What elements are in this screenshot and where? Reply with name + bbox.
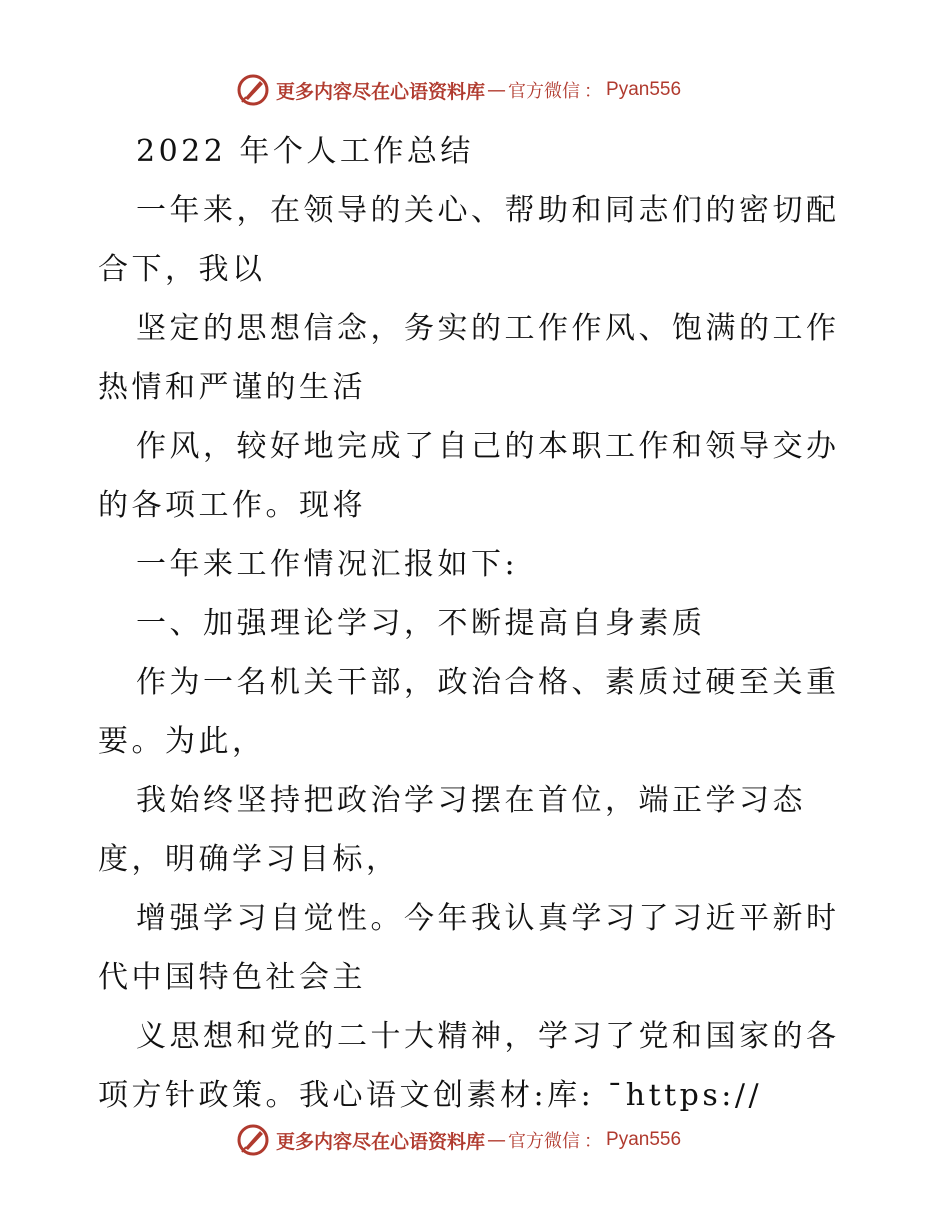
- watermark-banner-bottom: [236, 1122, 681, 1158]
- paragraph-line: 合下，我以: [98, 252, 266, 287]
- banner-main-text: 更多内容尽在心语资料库: [276, 80, 486, 103]
- paragraph-line: 增强学习自觉性。今年我认真学习了习近平新时: [136, 901, 840, 936]
- paragraph-line: 项方针政策。我心语文创素材:库: ¯https://: [98, 1078, 763, 1113]
- paragraph-line: 坚定的思想信念，务实的工作作风、饱满的工作: [136, 311, 840, 346]
- banner-sub-text: 官方微信: [508, 81, 581, 102]
- paragraph-line: 作为一名机关干部，政治合格、素质过硬至关重: [136, 665, 840, 700]
- watermark-banner-top: [236, 72, 681, 108]
- section-heading: 一、加强理论学习，不断提高自身素质: [136, 606, 706, 641]
- quill-logo-icon: [236, 73, 270, 107]
- paragraph-line: 一年来工作情况汇报如下:: [136, 547, 519, 582]
- banner-dash: —: [487, 1129, 507, 1151]
- banner-separator: ：: [584, 1131, 603, 1152]
- paragraph-line: 义思想和党的二十大精神，学习了党和国家的各: [136, 1019, 840, 1054]
- banner-wechat-id: Pyan556: [606, 1129, 682, 1150]
- document-body: [98, 122, 858, 1125]
- paragraph-line: 热情和严谨的生活: [98, 370, 366, 405]
- paragraph-line: 的各项工作。现将: [98, 488, 366, 523]
- banner-separator: ：: [584, 81, 603, 102]
- quill-logo-icon: [236, 1123, 270, 1157]
- banner-sub-text: 官方微信: [508, 1131, 581, 1152]
- paragraph-line: 代中国特色社会主: [98, 960, 366, 995]
- paragraph-line: 度，明确学习目标，: [98, 842, 400, 877]
- paragraph-line: 作风，较好地完成了自己的本职工作和领导交办: [136, 429, 840, 464]
- paragraph-line: 我始终坚持把政治学习摆在首位，端正学习态: [136, 783, 806, 818]
- banner-wechat-id: Pyan556: [606, 79, 682, 100]
- banner-main-text: 更多内容尽在心语资料库: [276, 1130, 486, 1153]
- document-title: 2022 年个人工作总结: [136, 134, 474, 169]
- banner-dash: —: [487, 79, 507, 101]
- paragraph-line: 一年来，在领导的关心、帮助和同志们的密切配: [136, 193, 840, 228]
- paragraph-line: 要。为此，: [98, 724, 266, 759]
